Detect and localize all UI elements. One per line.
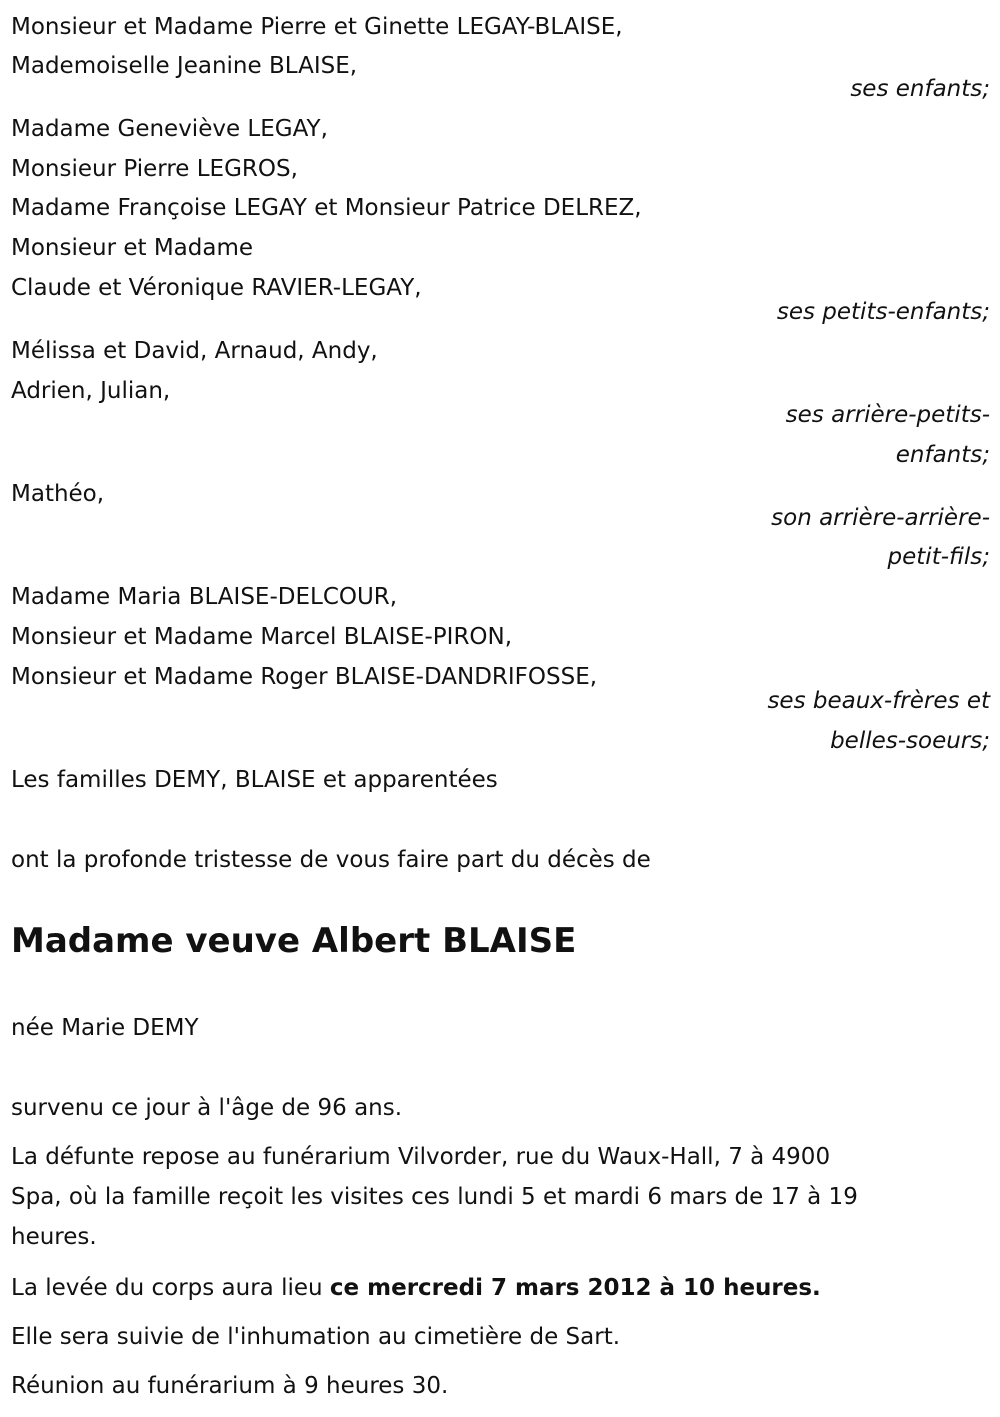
relation-label: son arrière-arrière- <box>771 505 990 531</box>
families-line: Les familles DEMY, BLAISE et apparentées <box>11 767 498 793</box>
announcement-text: ont la profonde tristesse de vous faire part du décès de <box>11 847 651 873</box>
age-line: survenu ce jour à l'âge de 96 ans. <box>11 1095 403 1121</box>
family-member: Mélissa et David, Arnaud, Andy, <box>11 338 378 364</box>
family-member: Mathéo, <box>11 481 105 507</box>
relation-label: ses beaux-frères et <box>767 688 990 714</box>
relation-label: ses petits-enfants; <box>776 299 990 325</box>
levee-prefix: La levée du corps aura lieu <box>11 1275 330 1301</box>
family-member: Monsieur et Madame <box>11 235 254 261</box>
relation-label: enfants; <box>895 442 990 468</box>
family-member: Madame Maria BLAISE-DELCOUR, <box>11 584 398 610</box>
relation-label: petit-fils; <box>887 544 990 570</box>
burial-line: Elle sera suivie de l'inhumation au cimetière de Sart. <box>11 1324 621 1350</box>
visitation-line: La défunte repose au funérarium Vilvorder, rue du Waux-Hall, 7 à 4900 <box>11 1144 831 1170</box>
family-member: Monsieur et Madame Pierre et Ginette LEGAY-BLAISE, <box>11 14 623 40</box>
levee-line <box>11 1273 821 1303</box>
family-member: Mademoiselle Jeanine BLAISE, <box>11 53 358 79</box>
family-member: Madame Françoise LEGAY et Monsieur Patrice DELREZ, <box>11 195 642 221</box>
meeting-line: Réunion au funérarium à 9 heures 30. <box>11 1373 449 1399</box>
relation-label: belles-soeurs; <box>830 728 990 754</box>
family-member: Madame Geneviève LEGAY, <box>11 116 328 142</box>
relation-label: ses arrière-petits- <box>785 402 990 428</box>
deceased-name: Madame veuve Albert BLAISE <box>11 921 577 961</box>
family-member: Monsieur Pierre LEGROS, <box>11 156 298 182</box>
relation-label: ses enfants; <box>850 76 990 102</box>
family-member: Monsieur et Madame Roger BLAISE-DANDRIFOSSE, <box>11 664 598 690</box>
levee-date: ce mercredi 7 mars 2012 à 10 heures. <box>329 1275 821 1301</box>
visitation-line: Spa, où la famille reçoit les visites ces lundi 5 et mardi 6 mars de 17 à 19 <box>11 1184 858 1210</box>
maiden-name: née Marie DEMY <box>11 1015 199 1041</box>
family-member: Adrien, Julian, <box>11 378 171 404</box>
family-member: Monsieur et Madame Marcel BLAISE-PIRON, <box>11 624 513 650</box>
family-member: Claude et Véronique RAVIER-LEGAY, <box>11 275 422 301</box>
visitation-line: heures. <box>11 1224 97 1250</box>
